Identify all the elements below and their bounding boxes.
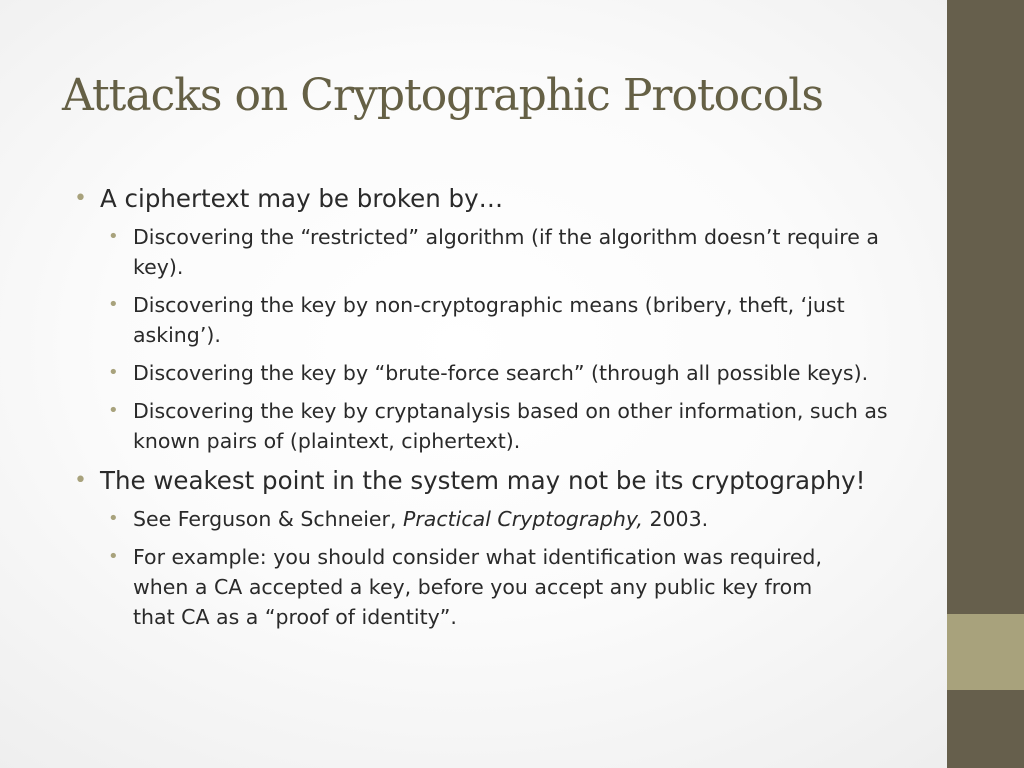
bullet-item <box>74 182 914 456</box>
sub-bullet-item: • Discovering the key by “brute-force search” (through all possible keys). <box>100 358 903 388</box>
sub-bullet-reference <box>100 504 914 534</box>
sub-bullet-list <box>100 222 914 456</box>
sub-bullet-item: • Discovering the key by non-cryptographic means (bribery, theft, ‘just asking’). <box>100 290 903 350</box>
bullet-text: The weakest point in the system may not be its cryptography! <box>100 466 866 495</box>
reference-prefix: See Ferguson & Schneier, <box>133 507 403 531</box>
bullet-item <box>74 464 914 632</box>
slide-title: Attacks on Cryptographic Protocols <box>62 70 823 121</box>
bullet-list <box>74 182 914 632</box>
sub-bullet-item: • Discovering the “restricted” algorithm (if the algorithm doesn’t require a key). <box>100 222 903 282</box>
reference-year: 2003. <box>642 507 709 531</box>
book-title: Practical Cryptography, <box>403 507 643 531</box>
side-accent <box>947 614 1024 690</box>
sub-bullet-item: • For example: you should consider what identification was required, when a CA accepted a key, before you accept any public key from that CA as a “proof of identity”. <box>100 542 853 632</box>
sub-bullet-item: • Discovering the key by cryptanalysis based on other information, such as known pairs of (plaintext, ciphertext). <box>100 396 903 456</box>
slide-body <box>74 182 914 640</box>
sub-bullet-list <box>100 504 914 632</box>
bullet-text: A ciphertext may be broken by… <box>100 184 504 213</box>
